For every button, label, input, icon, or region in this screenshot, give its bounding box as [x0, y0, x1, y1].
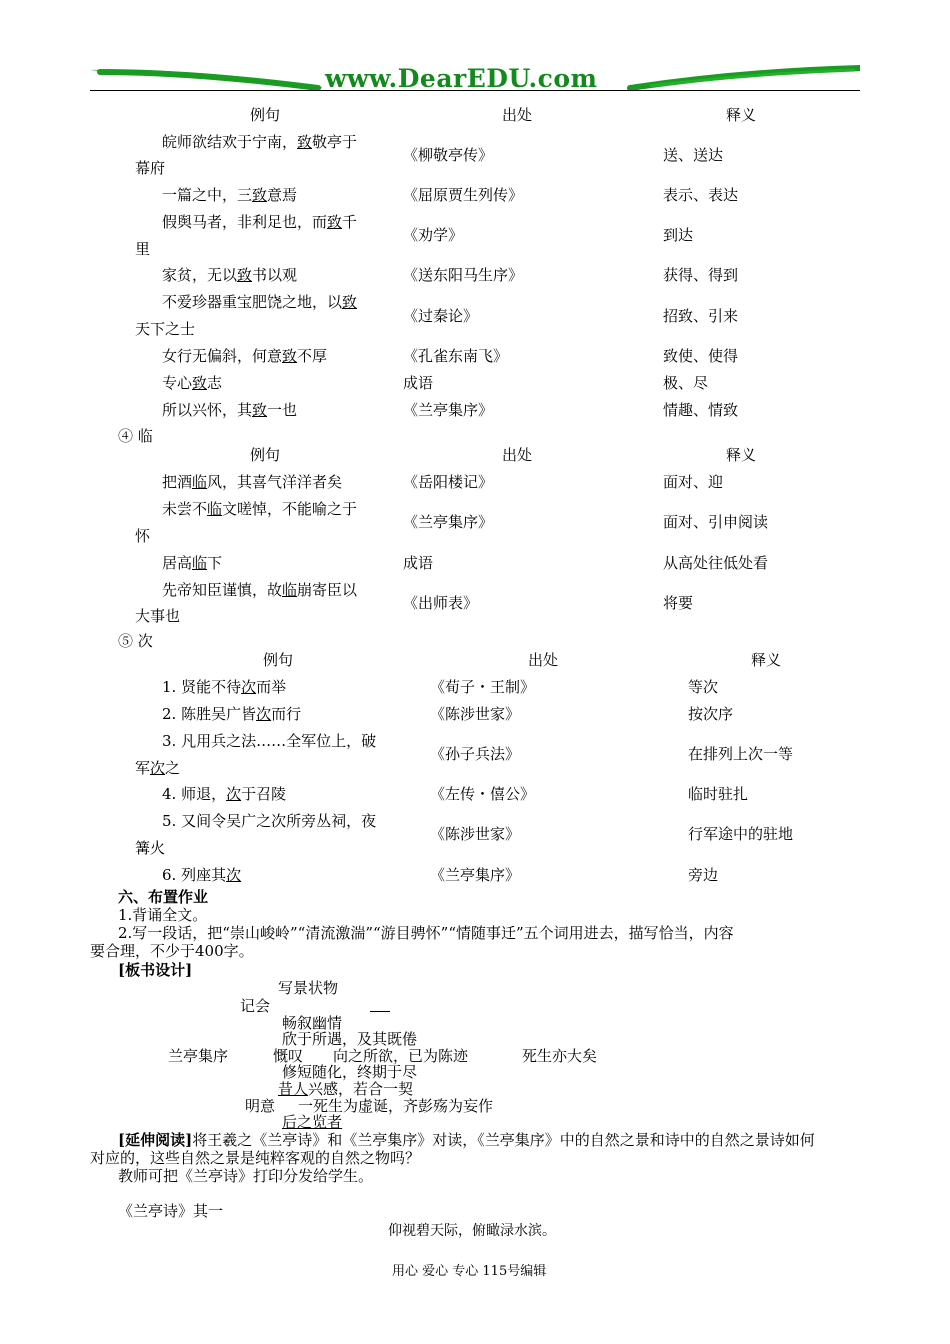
meaning-cell: 到达 — [663, 226, 694, 244]
table-row: 未尝不临文嗟悼，不能喻之于 — [162, 500, 358, 518]
meaning-cell: 表示、表达 — [663, 186, 739, 204]
col-header-example: 例句 — [250, 446, 281, 464]
source-cell: 《孔雀东南飞》 — [403, 347, 509, 365]
source-cell: 成语 — [403, 554, 434, 572]
source-cell: 《孙子兵法》 — [430, 745, 521, 763]
board-node: 写景状物 — [278, 979, 339, 997]
table-row: 3. 凡用兵之法……全军位上，破 — [162, 732, 377, 750]
table-row: 女行无偏斜，何意致不厚 — [162, 347, 328, 365]
example-wrap: 大事也 — [135, 607, 181, 625]
example-wrap: 篝火 — [135, 839, 166, 857]
source-cell: 成语 — [403, 374, 434, 392]
meaning-cell: 从高处往低处看 — [663, 554, 769, 572]
meaning-cell: 按次序 — [688, 705, 734, 723]
source-cell: 《荀子・王制》 — [430, 678, 536, 696]
homework-heading: 六、布置作业 — [118, 888, 209, 906]
meaning-cell: 获得、得到 — [663, 266, 739, 284]
meaning-cell: 面对、引申阅读 — [663, 513, 769, 531]
meaning-cell: 极、尽 — [663, 374, 709, 392]
meaning-cell: 等次 — [688, 678, 719, 696]
site-logo: www.DearEDU.com — [325, 64, 598, 93]
homework-item-2: 2.写一段话，把“崇山峻岭”“清流激湍”“游目骋怀”“情随事迁”五个词用进去，描写恰当，内容 — [118, 924, 734, 942]
source-cell: 《陈涉世家》 — [430, 705, 521, 723]
homework-item-2-cont: 要合理，不少于400字。 — [90, 942, 254, 960]
meaning-cell: 情趣、情致 — [663, 401, 739, 419]
table-row: 专心致志 — [162, 374, 223, 392]
table-row: 家贫，无以致书以观 — [162, 266, 298, 284]
homework-item-1: 1.背诵全文。 — [118, 906, 208, 924]
source-cell: 《劝学》 — [403, 226, 464, 244]
source-cell: 《屈原贾生列传》 — [403, 186, 524, 204]
meaning-cell: 在排列上次一等 — [688, 745, 794, 763]
source-cell: 《兰亭集序》 — [430, 866, 521, 884]
section-heading-lin: ④ 临 — [118, 427, 153, 445]
meaning-cell: 临时驻扎 — [688, 785, 749, 803]
table-row: 先帝知臣谨慎，故临崩寄臣以 — [162, 581, 358, 599]
page-footer: 用心 爱心 专心 115号编辑 — [392, 1264, 547, 1279]
source-cell: 《出师表》 — [403, 594, 479, 612]
board-connector — [370, 1011, 390, 1012]
table-row: 假舆马者，非利足也，而致千 — [162, 213, 358, 231]
table-row: 把酒临风，其喜气洋洋者矣 — [162, 473, 343, 491]
meaning-cell: 招致、引来 — [663, 307, 739, 325]
table-row: 6. 列座其次 — [162, 866, 242, 884]
example-wrap: 怀 — [135, 527, 151, 545]
board-node: 修短随化，终期于尽 — [282, 1063, 418, 1081]
table-row: 不爱珍器重宝肥饶之地，以致 — [162, 293, 358, 311]
table-row: 5. 又间令吴广之次所旁丛祠，夜 — [162, 812, 377, 830]
meaning-cell: 致使、使得 — [663, 347, 739, 365]
example-wrap: 军次之 — [135, 759, 181, 777]
table-row: 所以兴怀，其致一也 — [162, 401, 298, 419]
board-node: 记会 — [240, 997, 271, 1015]
board-node: 一死生为虚诞，齐彭殇为妄作 — [298, 1097, 494, 1115]
col-header-meaning: 释义 — [726, 106, 757, 124]
extended-reading-line-3: 教师可把《兰亭诗》打印分发给学生。 — [118, 1167, 374, 1185]
meaning-cell: 将要 — [663, 594, 694, 612]
meaning-cell: 送、送达 — [663, 146, 724, 164]
board-heading: [板书设计] — [118, 961, 193, 979]
meaning-cell: 旁边 — [688, 866, 719, 884]
table-row: 2. 陈胜吴广皆次而行 — [162, 705, 302, 723]
board-node: 兰亭集序 — [168, 1047, 229, 1065]
meaning-cell: 面对、迎 — [663, 473, 724, 491]
table-row: 皖师欲结欢于宁南，致敬亭于 — [162, 133, 358, 151]
source-cell: 《送东阳马生序》 — [403, 266, 524, 284]
board-node: 明意 — [245, 1097, 276, 1115]
source-cell: 《过秦论》 — [403, 307, 479, 325]
header-rule — [90, 90, 860, 91]
col-header-meaning: 释义 — [751, 651, 782, 669]
board-node: 欣于所遇，及其既倦 — [282, 1030, 418, 1048]
source-cell: 《兰亭集序》 — [403, 513, 494, 531]
meaning-cell: 行军途中的驻地 — [688, 825, 794, 843]
col-header-meaning: 释义 — [726, 446, 757, 464]
col-header-source: 出处 — [502, 106, 533, 124]
section-heading-ci: ⑤ 次 — [118, 632, 153, 650]
col-header-source: 出处 — [502, 446, 533, 464]
source-cell: 《陈涉世家》 — [430, 825, 521, 843]
source-cell: 《左传・僖公》 — [430, 785, 536, 803]
poem-title: 《兰亭诗》其一 — [118, 1202, 224, 1220]
board-node: 死生亦大矣 — [522, 1047, 598, 1065]
example-wrap: 里 — [135, 240, 151, 258]
board-node: 慨叹 — [273, 1047, 304, 1065]
extended-reading-line-1: [延伸阅读]将王羲之《兰亭诗》和《兰亭集序》对读，《兰亭集序》中的自然之景和诗中的自然之景诗如何 — [118, 1131, 815, 1149]
table-row: 1. 贤能不待次而举 — [162, 678, 287, 696]
table-row: 居高临下 — [162, 554, 223, 572]
board-node: 后之览者 — [282, 1113, 343, 1131]
poem-line: 仰视碧天际，俯瞰渌水滨。 — [388, 1223, 556, 1239]
board-node: 向之所欲，已为陈迹 — [333, 1047, 469, 1065]
extended-reading-line-2: 对应的，这些自然之景是纯粹客观的自然之物吗？ — [90, 1149, 421, 1167]
source-cell: 《柳敬亭传》 — [403, 146, 494, 164]
source-cell: 《兰亭集序》 — [403, 401, 494, 419]
col-header-example: 例句 — [263, 651, 294, 669]
board-node: 昔人兴感，若合一契 — [278, 1080, 414, 1098]
col-header-example: 例句 — [250, 106, 281, 124]
board-node: 畅叙幽情 — [282, 1014, 343, 1032]
example-wrap: 幕府 — [135, 159, 166, 177]
table-row: 一篇之中，三致意焉 — [162, 186, 298, 204]
col-header-source: 出处 — [528, 651, 559, 669]
example-wrap: 天下之士 — [135, 320, 196, 338]
source-cell: 《岳阳楼记》 — [403, 473, 494, 491]
table-row: 4. 师退，次于召陵 — [162, 785, 287, 803]
